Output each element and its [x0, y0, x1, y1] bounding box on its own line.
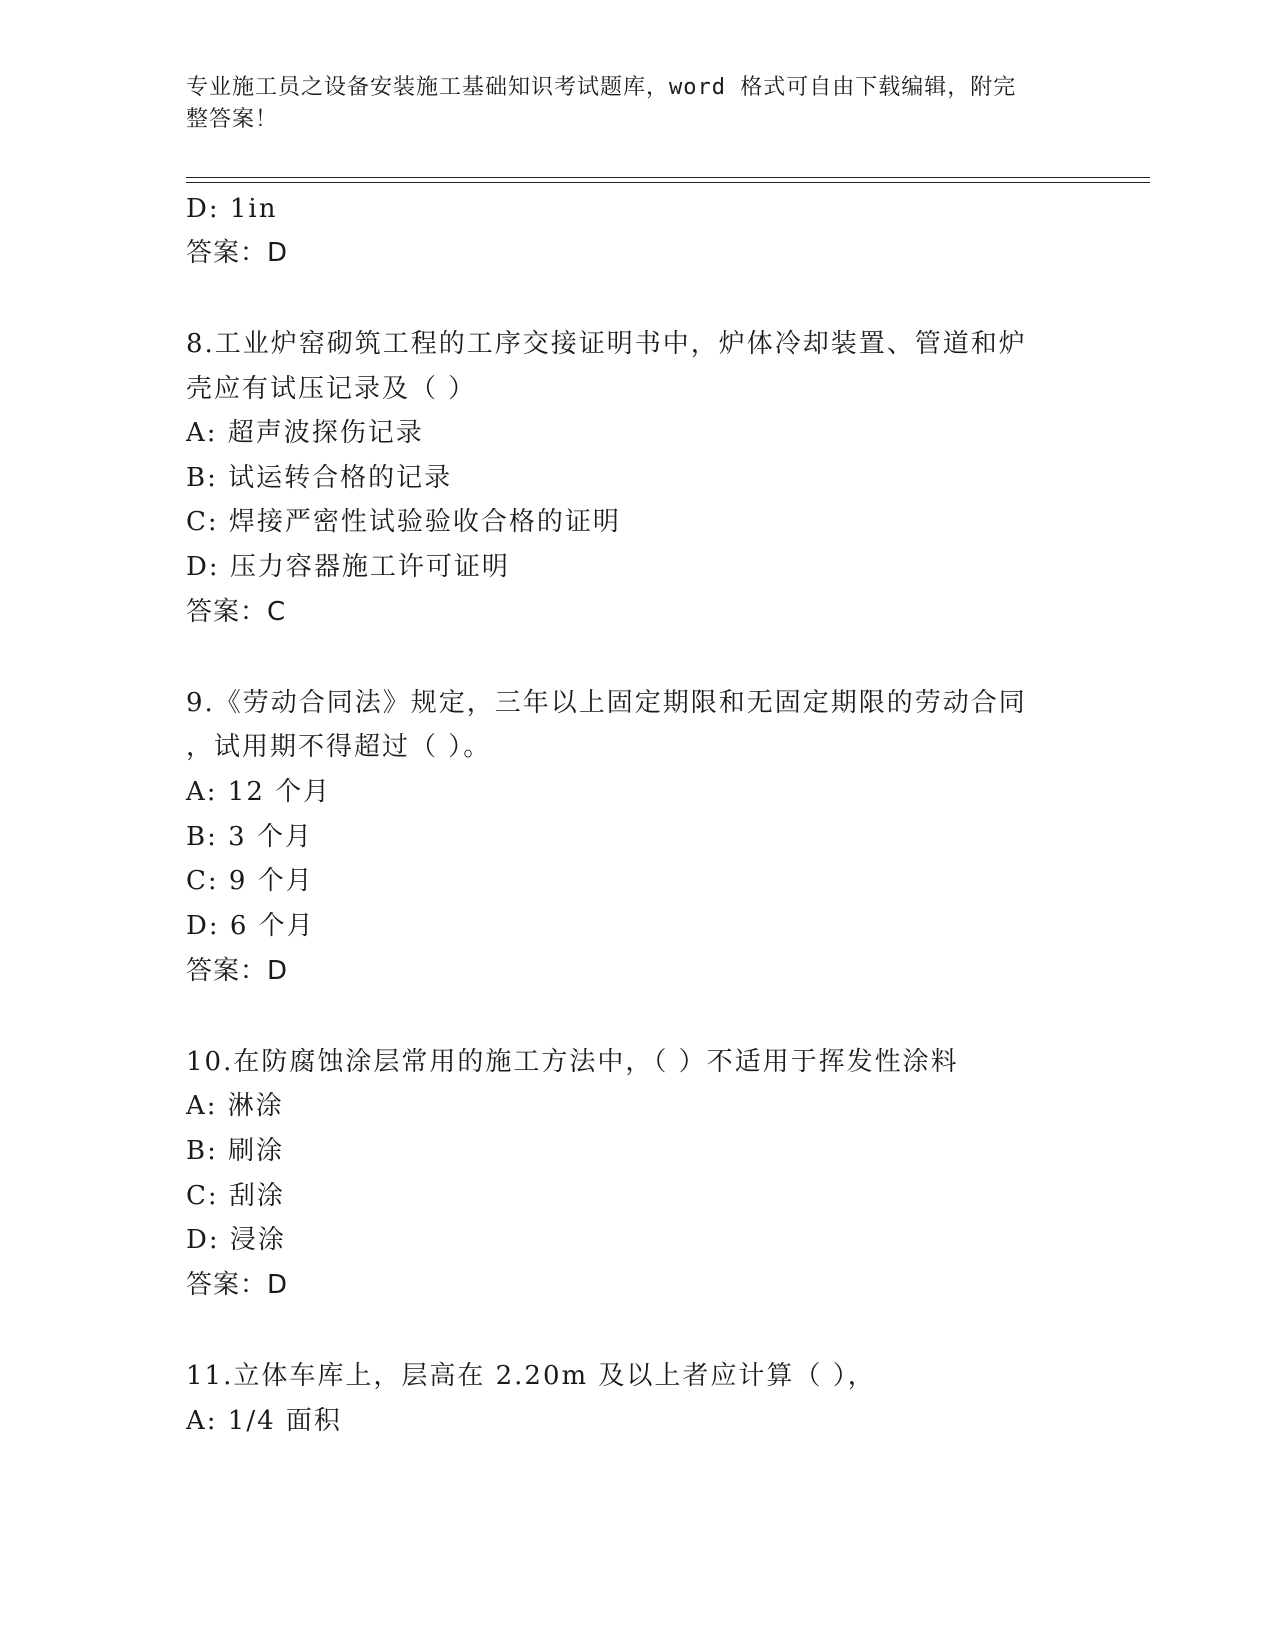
q8-option-b: B: 试运转合格的记录 — [186, 463, 453, 493]
q10-stem-line-1: 10.在防腐蚀涂层常用的施工方法中，（ ）不适用于挥发性涂料 — [186, 1047, 959, 1077]
q7-option-d: D: 1in — [186, 194, 278, 224]
q8-option-c: C: 焊接严密性试验验收合格的证明 — [186, 507, 621, 537]
q9-option-d: D: 6 个月 — [186, 911, 315, 941]
document-header — [186, 72, 1066, 136]
q11-stem-line-1: 11.立体车库上，层高在 2.20m 及以上者应计算（ ）， — [186, 1361, 876, 1391]
header-line-1: 专业施工员之设备安装施工基础知识考试题库，word 格式可自由下载编辑，附完 — [186, 75, 1017, 100]
q9-stem-line-1: 9.《劳动合同法》规定，三年以上固定期限和无固定期限的劳动合同 — [186, 688, 1027, 718]
q8-option-d: D: 压力容器施工许可证明 — [186, 552, 510, 582]
header-divider-bottom — [186, 182, 1150, 183]
q10-option-c: C: 刮涂 — [186, 1181, 285, 1211]
q8-option-a: A: 超声波探伤记录 — [186, 418, 424, 448]
q8-stem-line-2: 壳应有试压记录及（ ） — [186, 374, 477, 404]
q7-answer: 答案：D — [186, 238, 289, 268]
q8-answer: 答案：C — [186, 597, 287, 627]
header-divider-top — [186, 177, 1150, 178]
q10-option-d: D: 浸涂 — [186, 1225, 286, 1255]
header-line-2: 整答案！ — [186, 107, 279, 132]
q9-option-b: B: 3 个月 — [186, 822, 313, 852]
q9-answer: 答案：D — [186, 956, 289, 986]
q9-option-a: A: 12 个月 — [186, 777, 332, 807]
q9-option-c: C: 9 个月 — [186, 866, 314, 896]
q11-option-a: A: 1/4 面积 — [186, 1406, 342, 1436]
q10-option-a: A: 淋涂 — [186, 1091, 284, 1121]
q8-stem-line-1: 8.工业炉窑砌筑工程的工序交接证明书中，炉体冷却装置、管道和炉 — [186, 329, 1027, 359]
q10-option-b: B: 刷涂 — [186, 1136, 285, 1166]
q9-stem-line-2: ，试用期不得超过（ ）。 — [186, 732, 492, 762]
q10-answer: 答案：D — [186, 1270, 289, 1300]
